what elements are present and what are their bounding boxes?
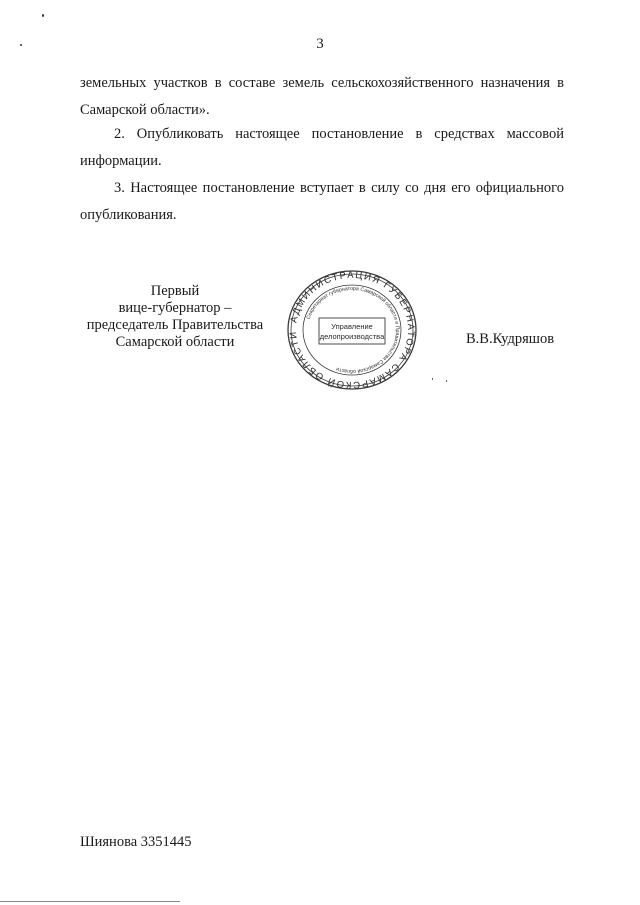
scan-speck [20,44,22,46]
signer-title-line: Первый [150,283,200,299]
paragraph-item-2: 2. Опубликовать настоящее постановление в средствах массовой информации. [80,126,564,169]
scan-speck [42,14,44,17]
footer-rule [0,901,180,902]
official-seal-stamp [286,269,418,391]
scan-speck [446,380,447,382]
paragraph-continuation: земельных участков в составе земель сельскохозяйственного назначения в Самарской области». [80,75,564,118]
signer-name: В.В.Кудряшов [466,331,555,347]
signer-title-line: вице-губернатор – [118,300,232,316]
page-number: 3 [316,36,324,52]
seal-inner-text: Секретариат губернатора Самарской области и Правительства Самарской области [305,285,401,375]
executor-contact: Шиянова 3351445 [80,834,192,850]
seal-outer-text: АДМИНИСТРАЦИЯ ГУБЕРНАТОРА САМАРСКОЙ ОБЛАСТИ [287,269,417,391]
seal-graphic [286,269,418,391]
signer-title-line: Самарской области [115,334,235,350]
scan-speck [432,378,433,380]
signer-title [60,283,290,351]
seal-center-line-1: Управление [331,322,373,331]
seal-center-line-2: делопроизводства [319,332,385,341]
signer-title-line: председатель Правительства [86,317,264,333]
paragraph-item-3: 3. Настоящее постановление вступает в силу со дня его официального опубликования. [80,180,564,223]
